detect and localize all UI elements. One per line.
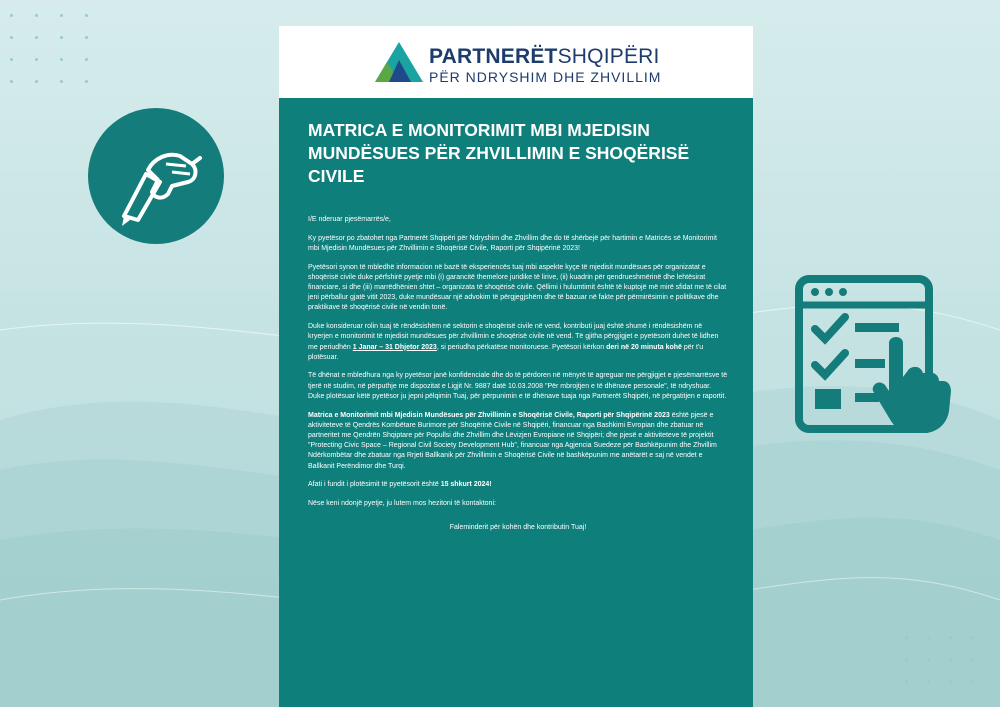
contact-text: Nëse keni ndonjë pyetje, ju lutem mos hezitoni të kontaktoni: (308, 499, 496, 507)
survey-document (279, 26, 753, 707)
paragraph-confidentiality: Të dhënat e mbledhura nga ky pyetësor janë konfidenciale dhe do të përdoren në mënyrë të agreguar me përgjigjet e pjesëmarrësve të tjerë në studim, në përputhje me dispozitat e Ligjit Nr. 9887 datë 10.03.2008 "Për mbrojtjen e të dhënave personale", të ndryshuar. Duke plotësuar këtë pyetësor ju jepni pëlqimin Tuaj, për përpunimin e të dhënave tuaja nga Partnerët Shqipëri, në përgatitjen e raportit. (308, 372, 728, 400)
hand-writing-icon (88, 108, 224, 244)
paragraph-period: Duke konsideruar rolin tuaj të rëndësishëm në sektorin e shoqërisë civile në vend, kontributi juaj është shumë i rëndësishëm në kryerjen e monitorimit të mjedisit mundësues për zhvillimin e shoqërisë civile në vend. Të gjitha përgjigjet e pyetësorit duhet të lidhen me periudhën 1 Janar – 31 Dhjetor 2023, si periudha përkatëse monitoruese. Pyetësori kërkon deri në 20 minuta kohë për t'u plotësuar. (308, 323, 719, 361)
checklist-hand-icon (793, 273, 953, 438)
document-title: MATRICA E MONITORIMIT MBI MJEDISIN MUNDËSUES PËR ZHVILLIMIN E SHOQËRISË CIVILE (308, 120, 690, 186)
deadline-text: Afati i fundit i plotësimit të pyetësorit është 15 shkurt 2024! (308, 481, 492, 489)
paragraph-purpose: Pyetësori synon të mbledhë informacion në bazë të eksperiencës tuaj mbi aspekte kyçe të mjedisit mundësues për organizatat e shoqërisë civile duke përfshirë pyetje mbi (i) garancitë themelore juridike të lirive, (ii) kuadrin për qendrueshmërinë dhe lehtësirat financiare, si dhe (iii) marrëdhënien shtet – organizata të shoqërisë civile. Qëllimi i hulumtimit është të kuptojë më mirë sfidat me të cilat jeni përballur gjatë vitit 2023, duke mundësuar një advokim të përgjegjshëm dhe të bazuar në fakte për përmirësimin e politikave dhe praktikave të shoqërisë civile në vendin tonë. (308, 263, 727, 312)
document-header (279, 26, 753, 98)
greeting: I/E nderuar pjesëmarrës/e, (308, 216, 391, 223)
paragraph-project: Matrica e Monitorimit mbi Mjedisin Mundësues për Zhvillimin e Shoqërisë Civile, Raporti për Shqipërinë 2023 është pjesë e aktiviteteve të Qendrës Kombëtare Burimore për Shoqërinë Civile në Shqipëri, financuar nga Bashkimi Evropian dhe zbatuar në partneritet me Qendrën Shqiptare për Popullsi dhe Zhvillim dhe Lëvizjen Evropiane në Shqipëri; dhe pjesë e aktiviteteve të projektit "Protecting Civic Space – Regional Civil Society Development Hub", financuar nga Agjencia Suedeze për Bashkëpunim dhe Zhvillim Ndërkombëtar dhe zbatuar nga Rrjeti Ballkanik për Zhvillimin e Shoqërisë Civile në bashkëpunim me anëtarët e saj në vendet e Ballkanit Perëndimor dhe Turqi. (308, 411, 717, 470)
partnerët-logo-icon (373, 40, 425, 84)
logo-tagline: PËR NDRYSHIM DHE ZHVILLIM (429, 69, 662, 85)
thank-you-text: Faleminderit për kohën dhe kontributin Tuaj! (449, 524, 587, 532)
document-body (308, 215, 728, 542)
paragraph-intro: Ky pyetësor po zbatohet nga Partnerët Shqipëri për Ndryshim dhe Zhvillim dhe do të shërbejë për hartimin e Matricës së Monitorimit mbi Mjedisin Mundësues për Zhvillimin e Shoqërisë Civile, Raporti për Shqipërinë 2023! (308, 234, 717, 252)
logo-brand: PARTNERËTSHQIPËRI (429, 45, 660, 68)
